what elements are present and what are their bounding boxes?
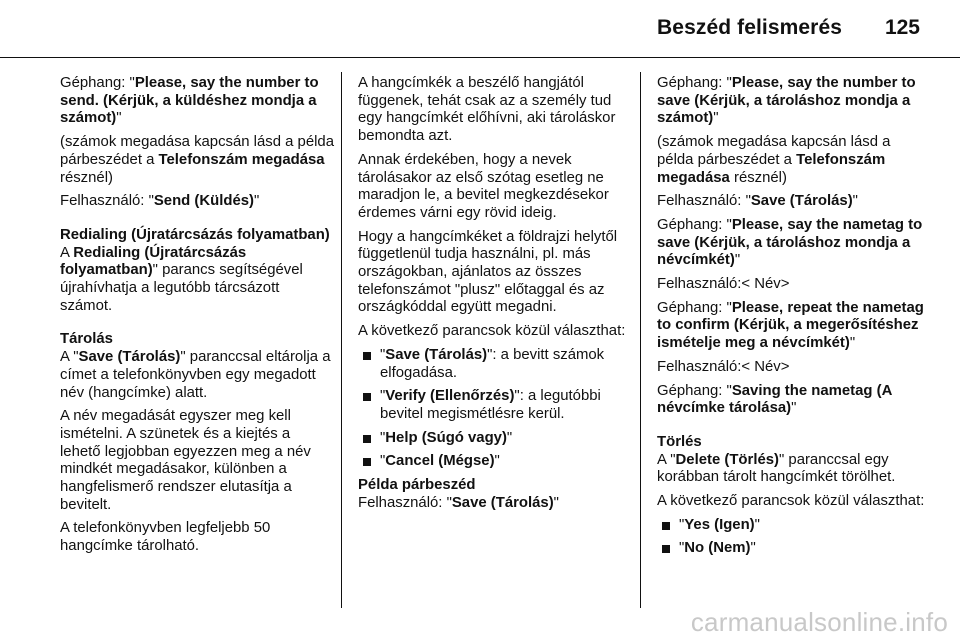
list-item xyxy=(358,430,632,448)
page-header xyxy=(0,0,960,64)
text: " xyxy=(116,110,122,127)
list-item xyxy=(657,517,927,535)
paragraph: Felhasználó:< Név> xyxy=(657,358,790,375)
paragraph xyxy=(358,495,632,513)
text: " xyxy=(553,494,559,511)
bold-text: Telefonszám megadása xyxy=(657,151,886,186)
paragraph: Annak érdekében, hogy a nevek tárolásakor az első szótag esetleg ne maradjon le, a bevitel megkezdésekor érdemes várni egy rövid ideig. xyxy=(358,151,609,221)
section-heading-example: Példa párbeszéd xyxy=(358,477,476,494)
text: Géphang: " xyxy=(657,382,732,399)
text: " paranccsal egy korábban tárolt hangcímkét törölhet. xyxy=(657,451,896,486)
list-item xyxy=(657,540,927,558)
text: " xyxy=(494,453,500,470)
bold-text: Redialing (Újratárcsázás folyamatban) xyxy=(60,244,247,279)
bold-text: Save (Tárolás) xyxy=(78,349,181,366)
text: Géphang: " xyxy=(60,75,135,91)
bold-text: Save (Tárolás) xyxy=(750,193,853,210)
text: " xyxy=(791,400,797,417)
command-list xyxy=(358,347,632,471)
paragraph xyxy=(60,134,334,187)
text: " xyxy=(750,540,756,557)
text: Géphang: " xyxy=(657,216,732,233)
bold-text: Please, say the number to send. (Kérjük, a küldéshez mondja a számot) xyxy=(60,75,319,127)
bold-text: Yes (Igen) xyxy=(684,516,755,533)
bold-text: Delete (Törlés) xyxy=(675,451,779,468)
section-heading-delete: Törlés xyxy=(657,433,702,450)
list-item xyxy=(358,347,632,382)
bold-text: Save (Tárolás) xyxy=(385,346,488,363)
bold-text: No (Nem) xyxy=(684,540,751,557)
text: " xyxy=(679,516,685,533)
page-number: 125 xyxy=(884,16,920,39)
text: " xyxy=(380,429,386,446)
text: Felhasználó: " xyxy=(60,193,154,210)
column-2 xyxy=(358,75,632,518)
bold-text: Please, say the number to save (Kérjük, a tároláshoz mondja a számot) xyxy=(657,75,916,127)
text: Felhasználó: " xyxy=(657,193,751,210)
text: " xyxy=(380,453,386,470)
bold-text: Please, say the nametag to save (Kérjük, a tároláshoz mondja a névcímkét) xyxy=(657,216,923,269)
page-title: Beszéd felismerés xyxy=(657,16,842,39)
text: A xyxy=(60,244,74,261)
bold-text: Cancel (Mégse) xyxy=(385,453,495,470)
paragraph xyxy=(657,134,927,187)
bold-text: Send (Küldés) xyxy=(153,193,254,210)
bold-text: Help (Súgó vagy) xyxy=(385,429,507,446)
text: " parancs segítségével újrahívhatja a legutóbb tárcsázott számot. xyxy=(60,262,303,314)
text: " xyxy=(734,252,741,269)
paragraph xyxy=(657,217,927,270)
text: " xyxy=(679,540,685,557)
list-item xyxy=(358,388,632,423)
bold-text: Verify (Ellenőrzés) xyxy=(385,388,515,405)
header-rule xyxy=(0,57,960,58)
text: " xyxy=(380,388,386,405)
column-3 xyxy=(657,75,927,564)
paragraph xyxy=(60,75,334,128)
text: " paranccsal eltárolja a címet a telefonkönyvben egy megadott név (hangcímke) alatt. xyxy=(60,349,331,401)
paragraph xyxy=(657,75,927,128)
bold-text: Save (Tárolás) xyxy=(451,494,554,511)
text: " xyxy=(380,346,386,363)
paragraph xyxy=(657,452,927,487)
text: A " xyxy=(60,349,79,366)
watermark: carmanualsonline.info xyxy=(690,607,948,637)
text: " xyxy=(754,516,760,533)
text: " xyxy=(849,335,856,352)
text: " xyxy=(713,110,719,127)
text: résznél) xyxy=(729,169,787,186)
paragraph: Felhasználó:< Név> xyxy=(657,276,790,293)
bold-text: Telefonszám megadása xyxy=(158,151,325,168)
paragraph: A hangcímkék a beszélő hangjától függenek, tehát csak az a személy tud egy hangcímkét előhívni, aki tároláskor bemondta azt. xyxy=(358,75,616,145)
paragraph: A név megadását egyszer meg kell ismételni. A szünetek és a kiejtés a lehető legjobban egyezzen meg a név mindkét megadásakor, különben a hangfelismerő rendszer elutasítja a bevitelt. xyxy=(60,408,311,513)
text: " xyxy=(852,193,858,210)
paragraph: A következő parancsok közül választhat: xyxy=(358,323,626,340)
section-heading-redialing: Redialing (Újratárcsázás folyamatban) xyxy=(60,226,330,243)
paragraph xyxy=(657,383,927,418)
text: Géphang: " xyxy=(657,299,732,316)
paragraph xyxy=(657,193,927,211)
text: " xyxy=(253,193,260,210)
paragraph: A telefonkönyvben legfeljebb 50 hangcímke tárolható. xyxy=(60,520,271,555)
paragraph xyxy=(60,245,334,316)
text: " xyxy=(506,429,513,446)
text: Géphang: " xyxy=(657,75,732,91)
list-item xyxy=(358,453,632,471)
command-list xyxy=(657,517,927,558)
text: (számok megadása kapcsán lásd a példa párbeszédet a xyxy=(60,134,334,168)
text: A " xyxy=(657,451,676,468)
paragraph xyxy=(60,193,334,211)
text: résznél) xyxy=(60,169,113,186)
text: ": a bevitt számok elfogadása. xyxy=(380,346,605,381)
paragraph xyxy=(657,300,927,353)
text: Felhasználó: " xyxy=(358,494,452,511)
paragraph: A következő parancsok közül választhat: xyxy=(657,493,925,510)
bold-text: Saving the nametag (A névcímke tárolása) xyxy=(657,382,892,417)
column-separator-1 xyxy=(341,72,342,608)
section-heading-storage: Tárolás xyxy=(60,331,113,348)
text: (számok megadása kapcsán lásd a példa párbeszédet a xyxy=(657,134,891,168)
text: ": a legutóbbi bevitel megismétlésre kerül. xyxy=(380,388,601,422)
column-separator-2 xyxy=(640,72,641,608)
paragraph xyxy=(60,349,334,402)
bold-text: Please, repeat the nametag to confirm (Kérjük, a megerősítéshez ismételje meg a névcímkét) xyxy=(657,299,924,352)
column-1 xyxy=(60,75,334,562)
paragraph: Hogy a hangcímkéket a földrajzi helytől függetlenül tudja használni, pl. más országokban, ajánlatos az összes telefonszámot "plusz" előtaggal és az országkóddal együtt megadni. xyxy=(358,228,618,316)
